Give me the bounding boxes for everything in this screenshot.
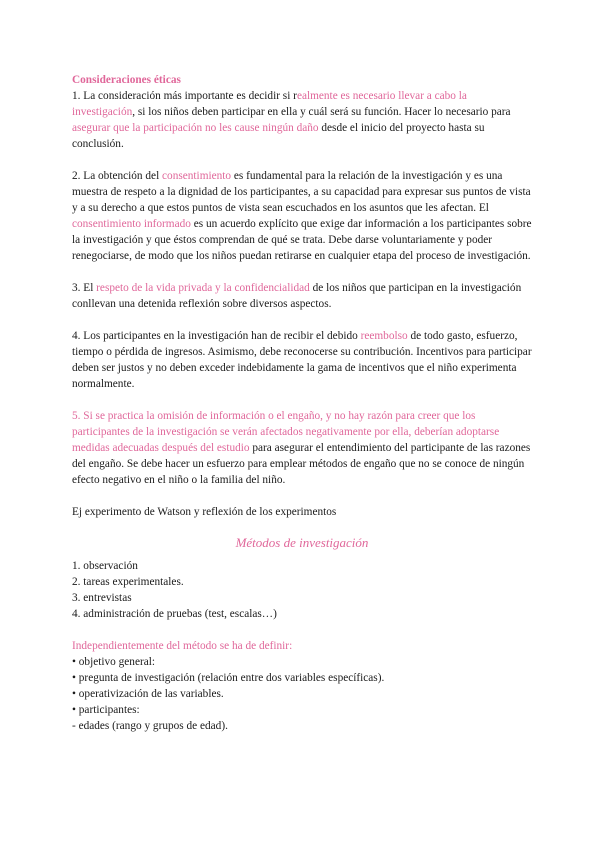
spacer	[72, 152, 532, 168]
p4-highlight-reimbursement: reembolso	[360, 330, 408, 342]
paragraph-3	[72, 280, 532, 312]
define-intro: Independientemente del método se ha de definir:	[72, 640, 293, 652]
list-item: • pregunta de investigación (relación entre dos variables específicas).	[72, 672, 385, 684]
list-item: 2. tareas experimentales.	[72, 576, 184, 588]
p3-text-c: de los niños que participan en la investigación conllevan una detenida reflexión sobre diversos aspectos.	[72, 282, 522, 310]
methods-title: Métodos de investigación	[235, 535, 369, 550]
spacer	[72, 488, 532, 504]
p2-highlight-consent: consentimiento	[162, 170, 232, 182]
list-item: • objetivo general:	[72, 656, 156, 668]
list-item: • participantes:	[72, 704, 140, 716]
p2-text-a: 2. La obtención del	[72, 170, 163, 182]
list-item: - edades (rango y grupos de edad).	[72, 720, 228, 732]
paragraph-2	[72, 168, 532, 264]
define-list	[72, 654, 532, 734]
list-item: 4. administración de pruebas (test, escalas…)	[72, 608, 277, 620]
p4-text-a: 4. Los participantes en la investigación han de recibir el debido	[72, 330, 361, 342]
list-item: • operativización de las variables.	[72, 688, 224, 700]
p1-text-c: , si los niños deben participar en ella y cuál será su función. Hacer lo necesario para	[132, 106, 511, 118]
p5-highlight-deception: 5. Si se practica la omisión de información o el engaño, y no hay razón para creer que los participantes de la investigación se verán afectados negativamente por ella, deberían adoptarse medidas adecuadas después del estudio	[72, 410, 500, 454]
p1-highlight-necessity: ealmente es necesario llevar a cabo la investigación	[72, 90, 467, 118]
methods-list	[72, 558, 532, 622]
paragraph-1	[72, 88, 532, 152]
list-item: 3. entrevistas	[72, 592, 132, 604]
spacer	[72, 622, 532, 638]
p5-text-b: para asegurar el entendimiento del participante de las razones del engaño. Se debe hacer un esfuerzo para emplear métodos de engaño que no se conoce de ningún efecto negativo en el niño o la familia del niño.	[72, 442, 531, 486]
document-body	[72, 72, 532, 734]
example-line: Ej experimento de Watson y reflexión de los experimentos	[72, 506, 337, 518]
spacer	[72, 520, 532, 534]
p2-text-e: es un acuerdo explícito que exige dar información a los participantes sobre la investigación y que éstos comprendan de qué se trata. Debe darse voluntariamente y poder renegociarse, de modo que los niños puedan retirarse en cualquier etapa del proceso de investigación.	[72, 218, 532, 262]
paragraph-4	[72, 328, 532, 392]
paragraph-5	[72, 408, 532, 488]
p2-text-c: es fundamental para la relación de la investigación y es una muestra de respeto a la dignidad de los participantes, a su capacidad para expresar sus puntos de vista y a su derecho a que estos puntos de vista sean escuchados en los asuntos que les afectan. El	[72, 170, 531, 214]
p3-highlight-privacy: respeto de la vida privada y la confidencialidad	[96, 282, 310, 294]
p1-text-a: 1. La consideración más importante es decidir si r	[72, 90, 297, 102]
p2-highlight-informed-consent: consentimiento informado	[72, 218, 191, 230]
list-item: 1. observación	[72, 560, 138, 572]
spacer	[72, 392, 532, 408]
section-heading-ethics: Consideraciones éticas	[72, 74, 181, 86]
p3-text-a: 3. El	[72, 282, 97, 294]
p4-text-c: de todo gasto, esfuerzo, tiempo o pérdida de ingresos. Asimismo, debe reconocerse su contribución. Incentivos para participar deben ser justos y no deben exceder indebidamente la gama de incentivos que el niño experimenta normalmente.	[72, 330, 532, 390]
spacer	[72, 312, 532, 328]
spacer	[72, 264, 532, 280]
p1-text-e: desde el inicio del proyecto hasta su conclusión.	[72, 122, 485, 150]
p1-highlight-no-harm: asegurar que la participación no les cause ningún daño	[72, 122, 319, 134]
